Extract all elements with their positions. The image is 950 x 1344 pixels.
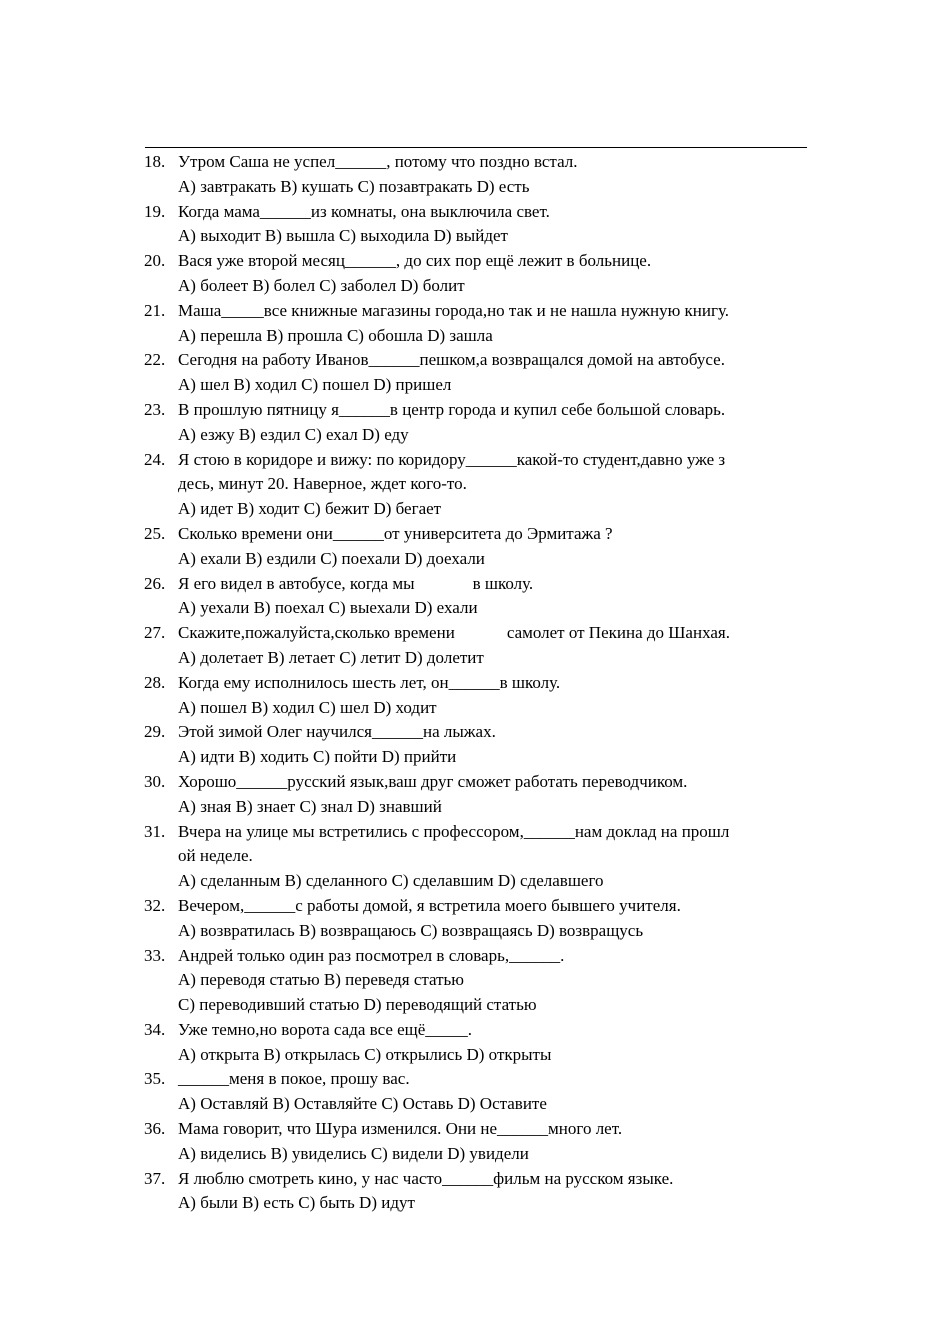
answer-options <box>0 745 950 770</box>
question-item <box>0 1117 950 1167</box>
question-line <box>0 720 950 745</box>
question-number: 24. <box>144 449 166 469</box>
answer-options-text: A) зная B) знает C) знал D) знавший <box>178 796 442 816</box>
question-text: Когда мама______из комнаты, она выключила свет. <box>178 201 550 221</box>
question-line-continued <box>0 472 950 497</box>
question-text: Я люблю смотреть кино, у нас часто______фильм на русском языке. <box>178 1168 674 1188</box>
question-item <box>0 720 950 770</box>
question-item <box>0 200 950 250</box>
question-number: 37. <box>144 1168 166 1188</box>
answer-options-text: A) болеет B) болел C) заболел D) болит <box>178 275 465 295</box>
question-number: 35. <box>144 1069 166 1089</box>
question-text-part: Я его видел в автобусе, когда мы <box>178 573 415 593</box>
answer-options-text: A) были B) есть C) быть D) идут <box>178 1193 415 1213</box>
answer-options-text: A) ехали B) ездили C) поехали D) доехали <box>178 548 485 568</box>
question-line <box>0 522 950 547</box>
question-item <box>0 1067 950 1117</box>
answer-options-text: A) идти B) ходить C) пойти D) прийти <box>178 747 457 767</box>
answer-options-text: A) перешла B) прошла C) обошла D) зашла <box>178 325 493 345</box>
answer-options <box>0 968 950 993</box>
question-line <box>0 1117 950 1142</box>
answer-options-text: A) идет B) ходит C) бежит D) бегает <box>178 499 442 519</box>
question-number: 32. <box>144 895 166 915</box>
question-number: 21. <box>144 300 166 320</box>
answer-options-text: A) виделись B) увиделись C) видели D) увидели <box>178 1143 529 1163</box>
question-item <box>0 150 950 200</box>
question-item <box>0 398 950 448</box>
answer-options <box>0 324 950 349</box>
question-text: Я стою в коридоре и вижу: по коридору______какой-то студент,давно уже з <box>178 449 726 469</box>
question-text: Когда ему исполнилось шесть лет, он______в школу. <box>178 672 561 692</box>
question-line <box>0 200 950 225</box>
question-text: Вчера на улице мы встретились с профессором,______нам доклад на прошл <box>178 821 730 841</box>
answer-options <box>0 1092 950 1117</box>
question-item <box>0 621 950 671</box>
question-text: В прошлую пятницу я______в центр города и купил себе большой словарь. <box>178 399 726 419</box>
question-item <box>0 448 950 522</box>
question-item <box>0 770 950 820</box>
answer-options-text: A) долетает B) летает C) летит D) долетит <box>178 647 484 667</box>
answer-options <box>0 869 950 894</box>
question-item <box>0 572 950 622</box>
question-item <box>0 1167 950 1217</box>
header-rule <box>145 147 807 148</box>
answer-options <box>0 993 950 1018</box>
question-line <box>0 621 950 646</box>
answer-options <box>0 696 950 721</box>
answer-options <box>0 646 950 671</box>
question-number: 27. <box>144 623 166 643</box>
answer-options <box>0 274 950 299</box>
question-item <box>0 249 950 299</box>
question-text: Утром Саша не успел______, потому что поздно встал. <box>178 152 578 171</box>
answer-options-text: A) переводя статью B) переведя статью <box>178 970 465 990</box>
answer-options <box>0 1191 950 1216</box>
question-text: Уже темно,но ворота сада все ещё_____. <box>178 1019 473 1039</box>
question-number: 29. <box>144 722 166 742</box>
question-number: 31. <box>144 821 166 841</box>
answer-options <box>0 596 950 621</box>
question-item <box>0 944 950 1018</box>
question-text: Маша_____все книжные магазины города,но так и не нашла нужную книгу. <box>178 300 730 320</box>
question-line-continued <box>0 844 950 869</box>
question-number: 23. <box>144 399 166 419</box>
answer-options <box>0 919 950 944</box>
question-item <box>0 820 950 894</box>
question-number: 18. <box>144 152 166 171</box>
answer-options <box>0 175 950 200</box>
answer-options-text: A) завтракать B) кушать C) позавтракать D) есть <box>178 176 530 196</box>
question-number: 34. <box>144 1019 166 1039</box>
question-number: 25. <box>144 523 166 543</box>
question-text-part: самолет от Пекина до Шанхая. <box>506 623 730 643</box>
answer-options <box>0 1142 950 1167</box>
question-line <box>0 1167 950 1192</box>
answer-options-text: A) езжу B) ездил C) ехал D) еду <box>178 424 409 444</box>
answer-options-text: A) открыта B) открылась C) открылись D) открыты <box>178 1044 552 1064</box>
answer-options <box>0 224 950 249</box>
question-line <box>0 770 950 795</box>
answer-options <box>0 497 950 522</box>
answer-options-text: A) Оставляй B) Оставляйте C) Оставь D) Оставите <box>178 1094 547 1114</box>
question-number: 30. <box>144 771 166 791</box>
question-line <box>0 249 950 274</box>
question-text-part: в школу. <box>472 573 534 593</box>
question-line <box>0 894 950 919</box>
question-text: Сегодня на работу Иванов______пешком,а возвращался домой на автобусе. <box>178 350 725 370</box>
answer-options <box>0 795 950 820</box>
question-text: Андрей только один раз посмотрел в словарь,______. <box>178 945 565 965</box>
question-line <box>0 820 950 845</box>
answer-options-text: A) возвратилась B) возвращаюсь C) возвращаясь D) возвращусь <box>178 920 644 940</box>
question-text: ______меня в покое, прошу вас. <box>178 1069 410 1089</box>
question-number: 19. <box>144 201 166 221</box>
question-text: Мама говорит, что Шура изменился. Они не______много лет. <box>178 1119 623 1139</box>
answer-options-text: A) уехали B) поехал C) выехали D) ехали <box>178 598 478 618</box>
question-text: ой неделе. <box>178 846 253 866</box>
question-item <box>0 299 950 349</box>
answer-options <box>0 373 950 398</box>
question-item <box>0 522 950 572</box>
question-line <box>0 1067 950 1092</box>
question-item <box>0 894 950 944</box>
question-line <box>0 1018 950 1043</box>
question-text <box>178 572 533 597</box>
answer-options-text: A) пошел B) ходил C) шел D) ходит <box>178 697 437 717</box>
question-item <box>0 1018 950 1068</box>
question-text <box>178 621 730 646</box>
question-number: 26. <box>144 573 166 593</box>
question-number: 36. <box>144 1119 166 1139</box>
question-line <box>0 150 950 175</box>
question-line <box>0 944 950 969</box>
question-line <box>0 348 950 373</box>
answer-options <box>0 1043 950 1068</box>
question-number: 33. <box>144 945 166 965</box>
question-text: Вечером,______с работы домой, я встретила моего бывшего учителя. <box>178 895 681 915</box>
question-number: 20. <box>144 251 166 271</box>
answer-options-text: C) переводивший статью D) переводящий статью <box>178 995 537 1015</box>
answer-options-text: A) сделанным B) сделанного C) сделавшим D) сделавшего <box>178 871 604 891</box>
question-item <box>0 348 950 398</box>
question-line <box>0 671 950 696</box>
answer-options <box>0 547 950 572</box>
question-line <box>0 572 950 597</box>
question-text: Сколько времени они______от университета до Эрмитажа ? <box>178 523 613 543</box>
question-text: десь, минут 20. Наверное, ждет кого-то. <box>178 474 467 494</box>
question-text: Этой зимой Олег научился______на лыжах. <box>178 722 496 742</box>
question-line <box>0 299 950 324</box>
question-text-part: Скажите,пожалуйста,сколько времени <box>178 623 455 643</box>
question-number: 28. <box>144 672 166 692</box>
question-text: Хорошо______русский язык,ваш друг сможет работать переводчиком. <box>178 771 688 791</box>
question-text: Вася уже второй месяц______, до сих пор ещё лежит в больнице. <box>178 251 652 271</box>
answer-options-text: A) шел B) ходил C) пошел D) пришел <box>178 375 452 395</box>
question-number: 22. <box>144 350 166 370</box>
answer-options-text: A) выходит B) вышла C) выходила D) выйдет <box>178 226 508 246</box>
question-item <box>0 671 950 721</box>
answer-options <box>0 423 950 448</box>
question-list <box>0 150 950 1216</box>
question-line <box>0 448 950 473</box>
question-line <box>0 398 950 423</box>
